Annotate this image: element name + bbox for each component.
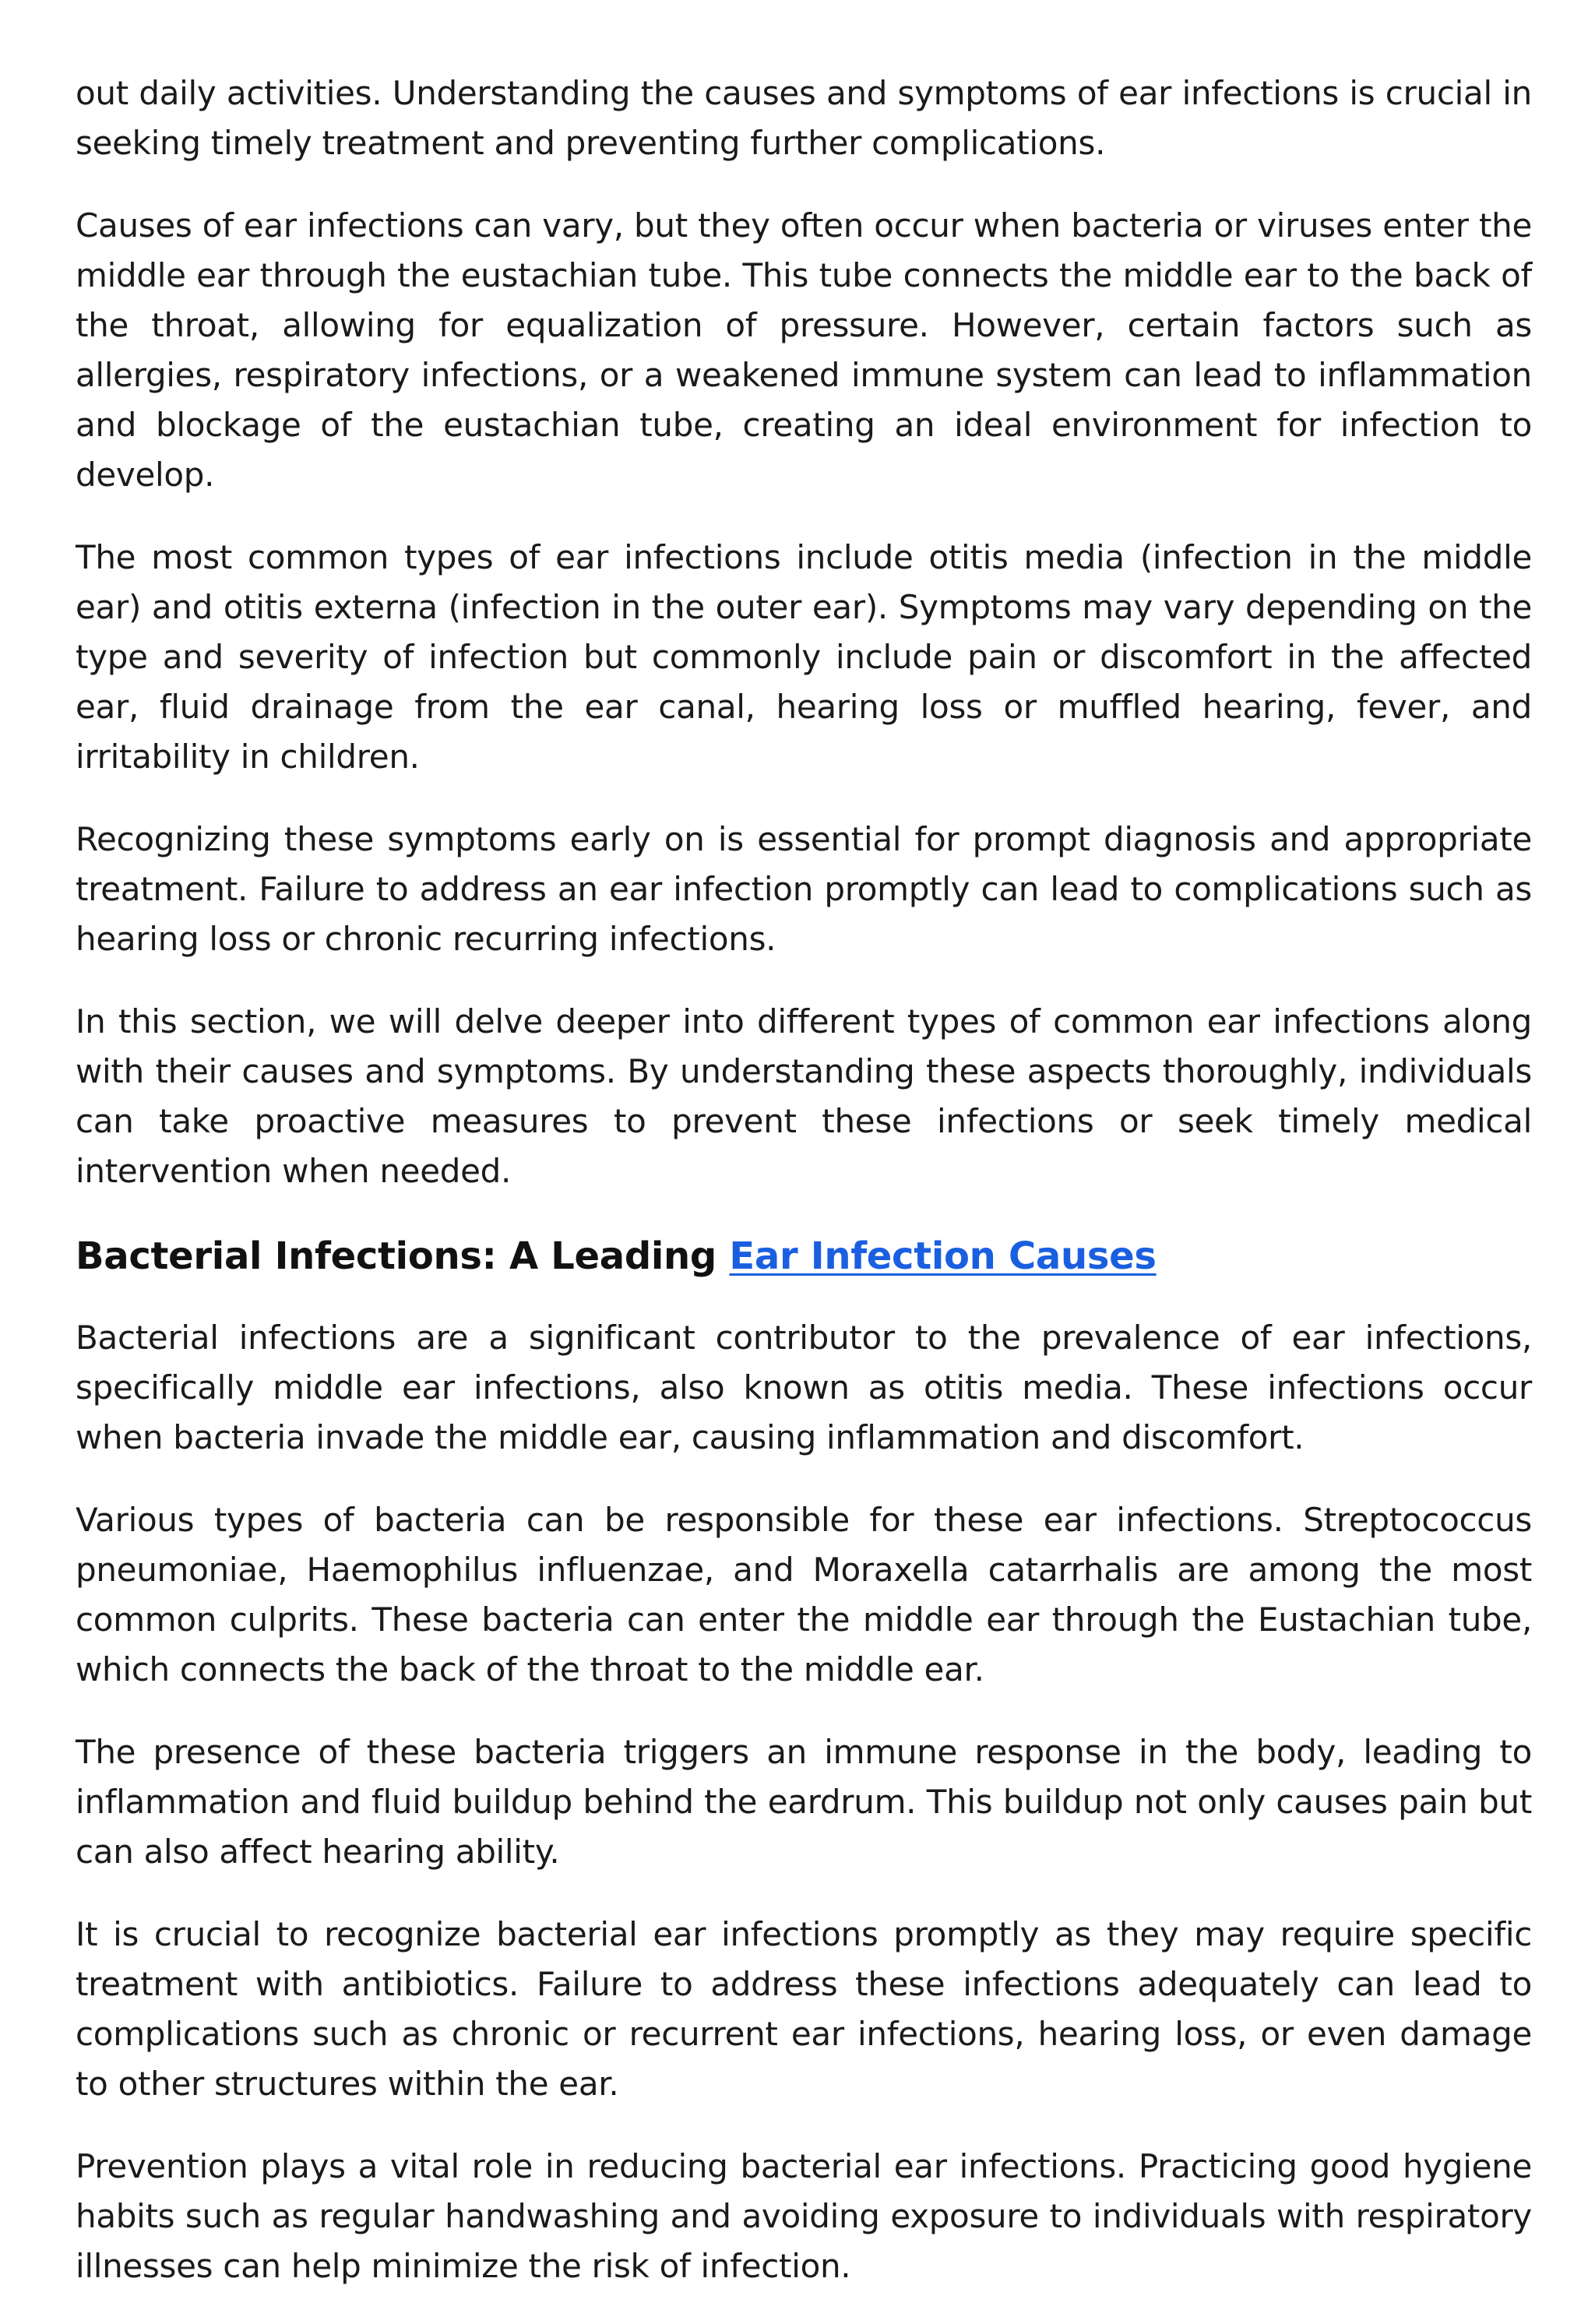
paragraph-bacterial-overview: Bacterial infections are a significant contributor to the prevalence of ear infections, specifically middle ear infections, also known as otitis media. These infections occur when bacteria invade the middle ear, causing inflammation and discomfort.	[76, 1319, 1532, 1456]
paragraph-prevention: Prevention plays a vital role in reducing bacterial ear infections. Practicing good hygiene habits such as regular handwashing and avoiding exposure to individuals with respiratory illnesses can help minimize the risk of infection.	[76, 2147, 1532, 2285]
section-heading-text: Bacterial Infections: A Leading	[76, 1234, 730, 1278]
paragraph-section-intro: In this section, we will delve deeper into different types of common ear infections along with their causes and symptoms. By understanding these aspects thoroughly, individuals can take proactive measures to prevent these infections or seek timely medical intervention when needed.	[76, 1002, 1532, 1190]
ear-infection-causes-link[interactable]: Ear Infection Causes	[729, 1234, 1157, 1278]
paragraph-immune-response: The presence of these bacteria triggers an immune response in the body, leading to inflammation and fluid buildup behind the eardrum. This buildup not only causes pain but can also affect hearing ability.	[76, 1733, 1532, 1871]
paragraph-types: The most common types of ear infections include otitis media (infection in the middle ear) and otitis externa (infection in the outer ear). Symptoms may vary depending on the type and severity of infection but commonly include pain or discomfort in the affected ear, fluid drainage from the ear canal, hearing loss or muffled hearing, fever, and irritability in children.	[76, 538, 1532, 776]
document-body	[76, 69, 1532, 2324]
paragraph-bacteria-types: Various types of bacteria can be responsible for these ear infections. Streptococcus pneumoniae, Haemophilus influenzae, and Moraxella catarrhalis are among the most common culprits. These bacteria can enter the middle ear through the Eustachian tube, which connects the back of the throat to the middle ear.	[76, 1501, 1532, 1688]
paragraph-treatment: It is crucial to recognize bacterial ear infections promptly as they may require specific treatment with antibiotics. Failure to address these infections adequately can lead to complications such as chronic or recurrent ear infections, hearing loss, or even damage to other structures within the ear.	[76, 1915, 1532, 2103]
paragraph-intro-continuation: out daily activities. Understanding the causes and symptoms of ear infections is crucial in seeking timely treatment and preventing further complications.	[76, 74, 1532, 162]
paragraph-causes: Causes of ear infections can vary, but they often occur when bacteria or viruses enter the middle ear through the eustachian tube. This tube connects the middle ear to the back of the throat, allowing for equalization of pressure. However, certain factors such as allergies, respiratory infections, or a weakened immune system can lead to inflammation and blockage of the eustachian tube, creating an ideal environment for infection to develop.	[76, 206, 1532, 494]
paragraph-recognizing: Recognizing these symptoms early on is essential for prompt diagnosis and appropriate treatment. Failure to address an ear infection promptly can lead to complications such as hearing loss or chronic recurring infections.	[76, 820, 1532, 958]
section-heading	[76, 1229, 1532, 1283]
